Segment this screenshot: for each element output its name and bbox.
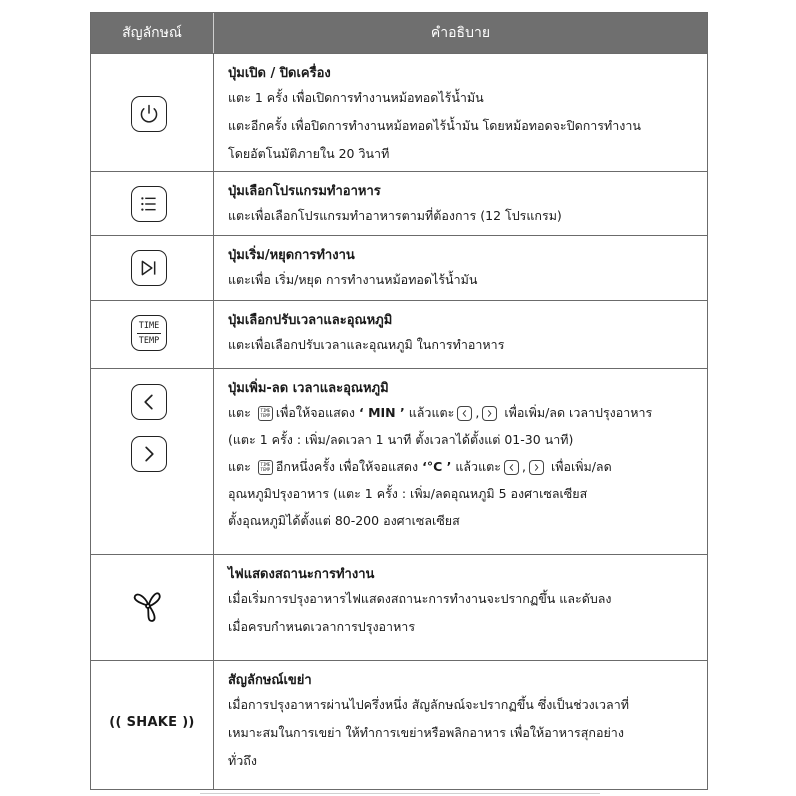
row-text: แตะอีกครั้ง เพื่อปิดการทำงานหม้อทอดไร้น้ำมัน โดยหม้อทอดจะปิดการทำงาน xyxy=(228,118,641,133)
row-title: ไฟแสดงสถานะการทำงาน xyxy=(228,567,375,582)
row-title: ปุ่มเลือกปรับเวลาและอุณหภูมิ xyxy=(228,313,393,328)
row-text: เมื่อการปรุงอาหารผ่านไปครึ่งหนึ่ง สัญลักษณ์จะปรากฏขึ้น ซึ่งเป็นช่วงเวลาที่ xyxy=(228,697,629,712)
table-row-shake xyxy=(91,660,707,789)
time-temp-icon xyxy=(131,315,167,351)
row-title: ปุ่มเปิด / ปิดเครื่อง xyxy=(228,66,331,81)
header-description: คำอธิบาย xyxy=(213,13,707,53)
play-pause-icon xyxy=(131,250,167,286)
row-text: แตะ 1 ครั้ง เพื่อเปิดการทำงานหม้อทอดไร้น้ำมัน xyxy=(228,90,484,105)
header-symbol: สัญลักษณ์ xyxy=(122,25,182,41)
row-text: แตะ TIME TEMP อีกหนึ่งครั้ง เพื่อให้จอแสดง ‘°C ’ แล้วแตะ , เพื่อเพิ่ม/ลด xyxy=(228,459,612,474)
row-text: ตั้งอุณหภูมิได้ตั้งแต่ 80-200 องศาเซลเซียส xyxy=(228,513,460,528)
row-text: เมื่อครบกำหนดเวลาการปรุงอาหาร xyxy=(228,619,416,634)
row-text: แตะเพื่อเลือกโปรแกรมทำอาหารตามที่ต้องการ (12 โปรแกรม) xyxy=(228,208,562,223)
time-label: TIME xyxy=(138,321,160,331)
row-text: ทั่วถึง xyxy=(228,753,257,768)
shake-indicator: (( SHAKE )) xyxy=(109,715,195,730)
row-title: สัญลักษณ์เขย่า xyxy=(228,673,312,688)
chevron-right-icon xyxy=(131,436,167,472)
row-text: เหมาะสมในการเขย่า ให้ทำการเขย่าหรือพลิกอาหาร เพื่อให้อาหารสุกอย่าง xyxy=(228,725,624,740)
time-temp-mini-icon: TIME TEMP xyxy=(258,460,273,475)
chevron-right-mini-icon xyxy=(482,406,497,421)
row-title: ปุ่มเลือกโปรแกรมทำอาหาร xyxy=(228,184,381,199)
table-row-start-stop xyxy=(91,235,707,300)
table-row-status-light xyxy=(91,554,707,660)
table-header xyxy=(91,13,707,53)
time-temp-mini-icon: TIME TEMP xyxy=(258,406,273,421)
power-icon xyxy=(131,96,167,132)
chevron-left-mini-icon xyxy=(457,406,472,421)
row-text: แตะเพื่อ เริ่ม/หยุด การทำงานหม้อทอดไร้น้ำมัน xyxy=(228,272,478,287)
row-text: โดยอัตโนมัติภายใน 20 วินาที xyxy=(228,146,390,161)
table-row-power xyxy=(91,53,707,171)
bottom-divider xyxy=(200,793,600,794)
row-title: ปุ่มเริ่ม/หยุดการทำงาน xyxy=(228,248,355,263)
chevron-left-mini-icon xyxy=(504,460,519,475)
table-row-program xyxy=(91,171,707,235)
table-row-time-temp xyxy=(91,300,707,368)
temp-label: TEMP xyxy=(138,336,160,346)
symbol-table xyxy=(90,12,708,790)
table-row-adjust xyxy=(91,368,707,554)
row-text: เมื่อเริ่มการปรุงอาหารไฟแสดงสถานะการทำงานจะปรากฏขึ้น และดับลง xyxy=(228,591,612,606)
chevron-right-mini-icon xyxy=(529,460,544,475)
row-text: (แตะ 1 ครั้ง : เพิ่ม/ลดเวลา 1 นาที ตั้งเวลาได้ตั้งแต่ 01-30 นาที) xyxy=(228,432,574,447)
row-text: แตะเพื่อเลือกปรับเวลาและอุณหภูมิ ในการทำอาหาร xyxy=(228,337,505,352)
row-text: แตะ TIME TEMP เพื่อให้จอแสดง ‘ MIN ’ แล้วแตะ , เพื่อเพิ่ม/ลด เวลาปรุงอาหาร xyxy=(228,405,653,420)
row-text: อุณหภูมิปรุงอาหาร (แตะ 1 ครั้ง : เพิ่ม/ลดอุณหภูมิ 5 องศาเซลเซียส xyxy=(228,486,588,501)
chevron-left-icon xyxy=(131,384,167,420)
row-title: ปุ่มเพิ่ม-ลด เวลาและอุณหภูมิ xyxy=(228,381,389,396)
fan-icon xyxy=(129,587,167,625)
menu-list-icon xyxy=(131,186,167,222)
